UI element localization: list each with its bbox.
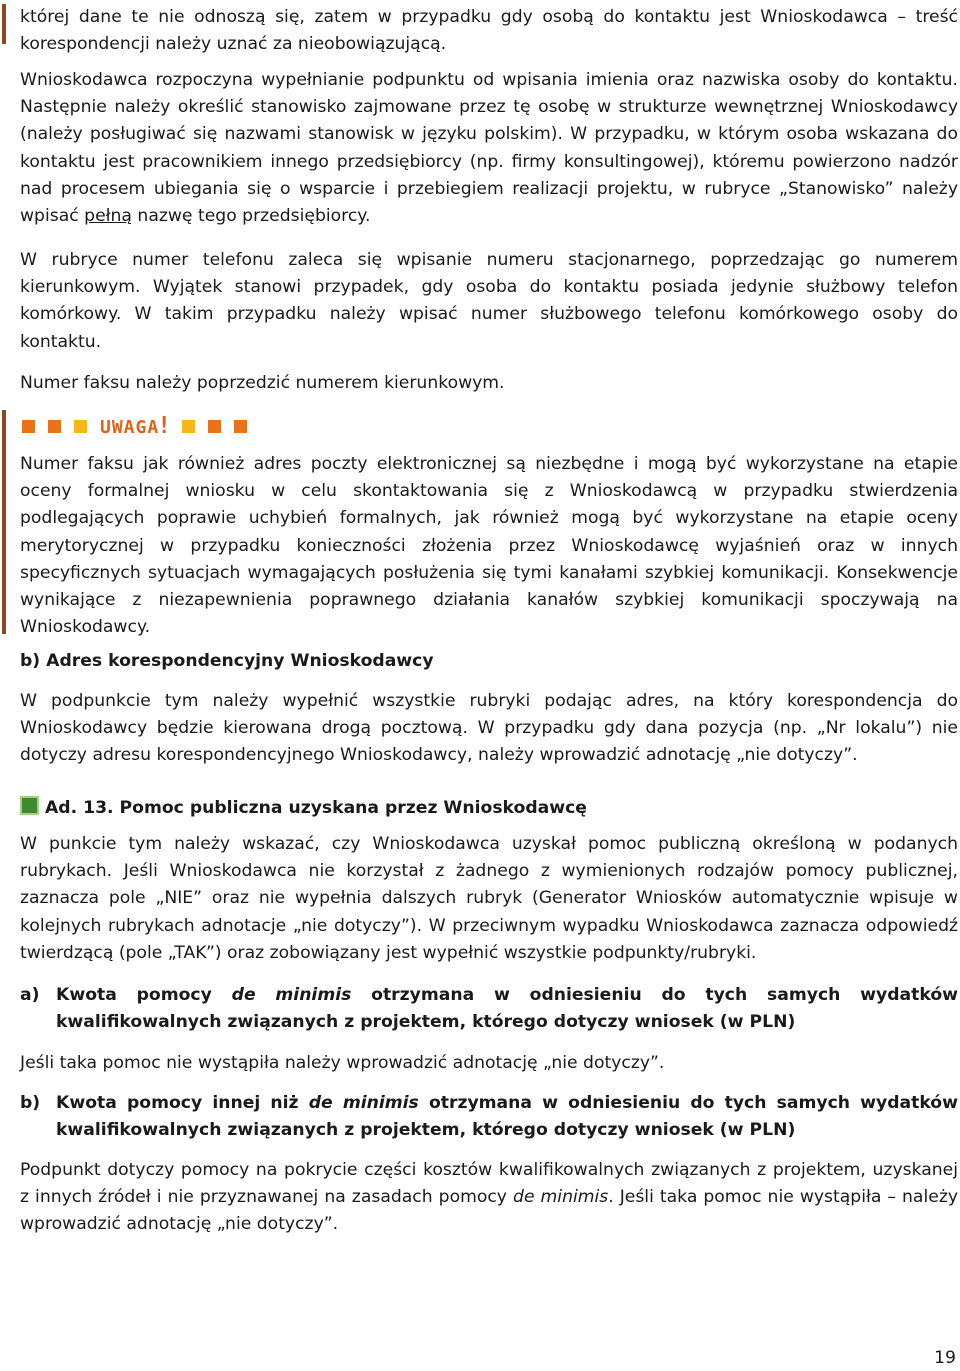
subheading-b bbox=[20, 1090, 958, 1144]
paragraph-contact-person bbox=[20, 67, 958, 230]
subheading-a bbox=[20, 982, 958, 1036]
warning-square-icon bbox=[182, 420, 195, 433]
warning-square-icon bbox=[208, 420, 221, 433]
warning-square-icon bbox=[234, 420, 247, 433]
heading-correspondence-address: b) Adres korespondencyjny Wnioskodawcy bbox=[20, 651, 434, 671]
paragraph-address: W podpunkcie tym należy wypełnić wszystkie rubryki podając adres, na który korespondencja do Wnioskodawcy będzie kierowana drogą pocztową. W przypadku gdy dana pozycja (np. „Nr lokalu”) nie dotyczy adresu korespondencyjnego Wnioskodawcy, należy wprowadzić adnotację „nie dotyczy”. bbox=[20, 691, 958, 766]
paragraph-continuation: której dane te nie odnoszą się, zatem w przypadku gdy osobą do kontaktu jest Wnioskodawca – treść korespondencji należy uznać za nieobowiązującą. bbox=[20, 7, 958, 55]
paragraph-warning: Numer faksu jak również adres poczty elektronicznej są niezbędne i mogą być wykorzystane na etapie oceny formalnej wniosku w celu skontaktowania się z Wnioskodawcą w przypadku stwierdzenia podlegających poprawie uchybień formalnych, jak również mogą być wykorzystane na etapie oceny merytorycznej w przypadku konieczności złożenia przez Wnioskodawcę wyjaśnień oraz w innych specyficznych sytuacjach wymagających posłużenia się tymi kanałami szybkiej komunikacji. Konsekwencje wynikające z niezapewnienia poprawnego działania kanałów szybkiej komunikacji spoczywają na Wnioskodawcy. bbox=[20, 454, 958, 638]
paragraph-b: Podpunkt dotyczy pomocy na pokrycie części kosztów kwalifikowalnych związanych z projektem, uzyskanej z innych źródeł i nie przyznawanej na zasadach pomocy de minimis. Jeśli taka pomoc nie wystąpiła – należy wprowadzić adnotację „nie dotyczy”. bbox=[20, 1160, 959, 1235]
warning-square-icon bbox=[74, 420, 87, 433]
paragraph-phone: W rubryce numer telefonu zaleca się wpisanie numeru stacjonarnego, poprzedzając go numerem kierunkowym. Wyjątek stanowi przypadek, gdy osoba do kontaktu posiada jedynie służbowy telefon komórkowy. W takim przypadku należy wpisać numer służbowego telefonu komórkowego osoby do kontaktu. bbox=[20, 250, 958, 352]
subheading-a-text: Kwota pomocy de minimis otrzymana w odniesieniu do tych samych wydatków kwalifikowalnych związanych z projektem, którego dotyczy wniosek (w PLN) bbox=[56, 985, 959, 1033]
paragraph-a: Jeśli taka pomoc nie wystąpiła należy wprowadzić adnotację „nie dotyczy”. bbox=[20, 1053, 665, 1073]
warning-square-icon bbox=[22, 420, 35, 433]
margin-bar-warning bbox=[2, 410, 6, 634]
contact-text-end: nazwę tego przedsiębiorcy. bbox=[137, 206, 371, 227]
warning-banner bbox=[22, 413, 260, 439]
margin-bar-top bbox=[2, 4, 6, 44]
warning-square-icon bbox=[48, 420, 61, 433]
section-marker-icon bbox=[20, 796, 39, 815]
warning-label: UWAGA! bbox=[100, 413, 173, 439]
paragraph-fax: Numer faksu należy poprzedzić numerem kierunkowym. bbox=[20, 373, 505, 393]
subheading-a-label: a) bbox=[20, 985, 40, 1005]
heading-ad13: Ad. 13. Pomoc publiczna uzyskana przez Wnioskodawcę bbox=[20, 795, 587, 822]
page-number: 19 bbox=[934, 1348, 956, 1368]
paragraph-ad13: W punkcie tym należy wskazać, czy Wnioskodawca uzyskał pomoc publiczną określoną w podanych rubrykach. Jeśli Wnioskodawca nie korzystał z żadnego z wymienionych rodzajów pomocy publicznej, zaznacza pole „NIE” oraz nie wypełnia dalszych rubryk (Generator Wniosków automatycznie wpisuje w kolejnych rubrykach adnotacje „nie dotyczy”). W przeciwnym wypadku Wnioskodawca zaznacza odpowiedź twierdzącą (pole „TAK”) oraz zobowiązany jest wypełnić wszystkie podpunkty/rubryki. bbox=[20, 834, 958, 963]
underlined-word: pełną bbox=[84, 206, 132, 227]
contact-text: Wnioskodawca rozpoczyna wypełnianie podpunktu od wpisania imienia oraz nazwiska osoby do kontaktu. Następnie należy określić stanowisko zajmowane przez tę osobę w strukturze wewnętrznej Wnioskodawcy (należy posługiwać się nazwami stanowisk w języku polskim). W przypadku, w którym osoba wskazana do kontaktu jest pracownikiem innego przedsiębiorcy (np. firmy konsultingowej), któremu powierzono nadzór nad procesem ubiegania się o wsparcie i przebiegiem realizacji projektu, w rubryce „Stanowisko” należy wpisać bbox=[20, 70, 958, 227]
subheading-b-label: b) bbox=[20, 1093, 41, 1113]
subheading-b-text: Kwota pomocy innej niż de minimis otrzymana w odniesieniu do tych samych wydatków kwalifikowalnych związanych z projektem, którego dotyczy wniosek (w PLN) bbox=[56, 1093, 958, 1141]
